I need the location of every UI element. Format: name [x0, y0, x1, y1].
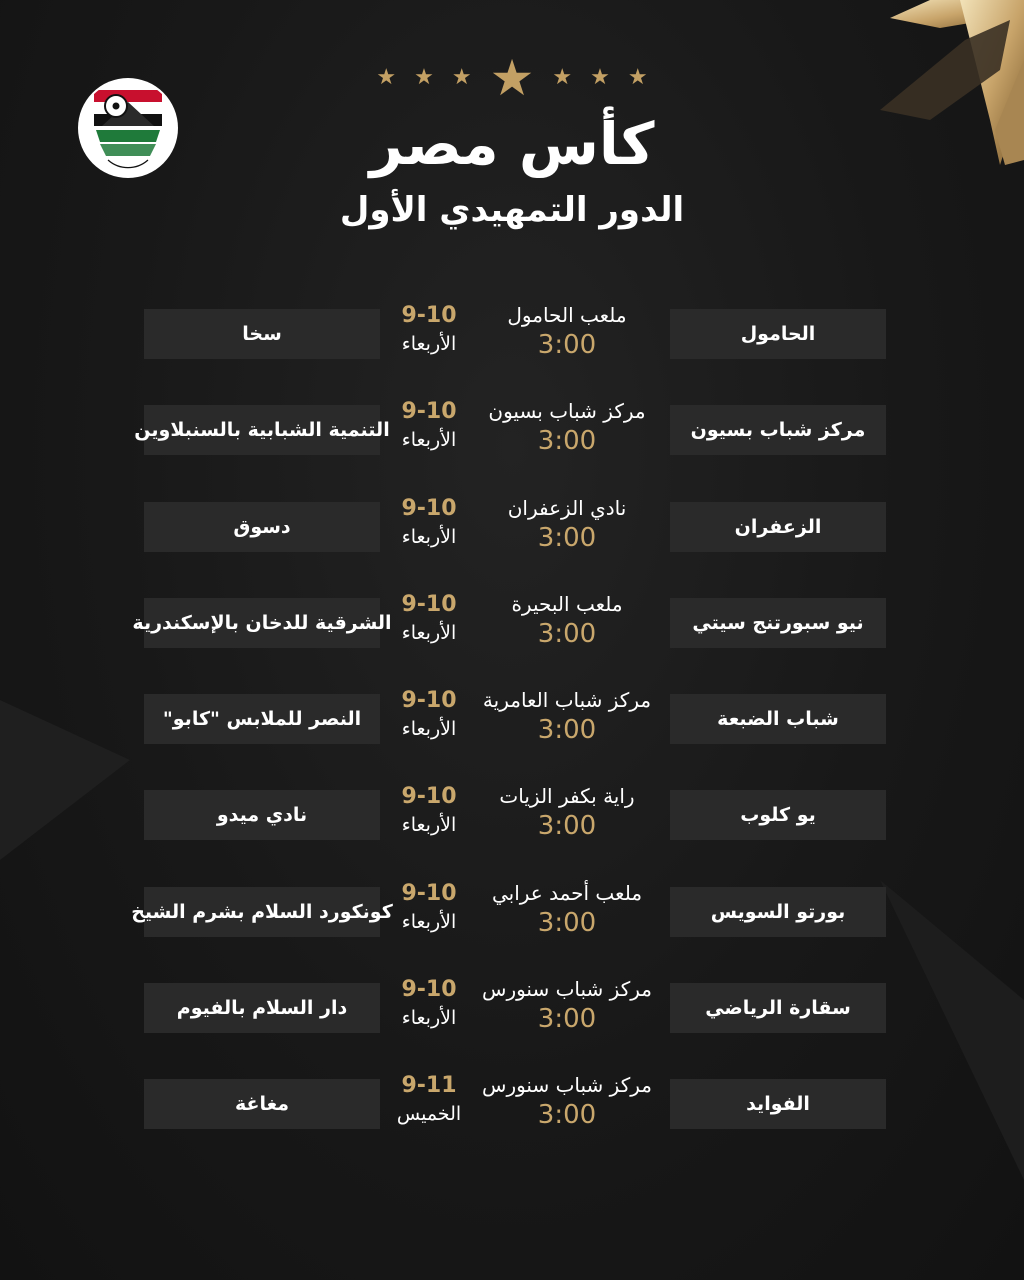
away-team: مغاغة [144, 1079, 380, 1129]
venue: مركز شباب بسيون [488, 399, 646, 423]
star-icon: ★ [590, 65, 610, 90]
match-date: 9-10 [401, 977, 457, 1002]
home-team: يو كلوب [670, 790, 886, 840]
venue: ملعب أحمد عرابي [491, 881, 643, 905]
away-team: كونكورد السلام بشرم الشيخ [144, 887, 380, 937]
match-day: الأربعاء [401, 814, 457, 836]
venue: راية بكفر الزيات [499, 784, 635, 808]
kickoff-time: 3:00 [537, 908, 597, 938]
star-icon: ★ [627, 65, 648, 90]
page-subtitle: الدور التمهيدي الأول [339, 190, 685, 230]
match-day: الأربعاء [401, 911, 457, 933]
match-row [0, 784, 1024, 844]
page-title: كأس مصر [369, 110, 655, 178]
match-row [0, 688, 1024, 748]
venue: مركز شباب سنورس [482, 977, 652, 1001]
home-team: شباب الضبعة [670, 694, 886, 744]
star-icon: ★ [552, 65, 573, 90]
stars-row [0, 49, 1024, 107]
kickoff-time: 3:00 [537, 330, 597, 360]
home-team: الفوايد [670, 1079, 886, 1129]
match-row [0, 977, 1024, 1037]
away-team: سخا [144, 309, 380, 359]
venue: نادي الزعفران [507, 496, 627, 520]
match-row [0, 303, 1024, 363]
star-icon: ★ [451, 65, 472, 90]
match-row [0, 881, 1024, 941]
home-team: الزعفران [670, 502, 886, 552]
home-team: الحامول [670, 309, 886, 359]
match-row [0, 592, 1024, 652]
match-date: 9-10 [401, 784, 457, 809]
match-date: 9-10 [401, 303, 457, 328]
home-team: مركز شباب بسيون [670, 405, 886, 455]
match-day: الأربعاء [401, 718, 457, 740]
match-date: 9-10 [401, 399, 457, 424]
match-day: الأربعاء [401, 333, 457, 355]
away-team: الشرقية للدخان بالإسكندرية [144, 598, 380, 648]
home-team: سقارة الرياضي [670, 983, 886, 1033]
kickoff-time: 3:00 [537, 811, 597, 841]
star-icon: ★ [376, 65, 397, 90]
match-row [0, 399, 1024, 459]
match-day: الخميس [396, 1103, 462, 1125]
kickoff-time: 3:00 [537, 715, 597, 745]
kickoff-time: 3:00 [537, 523, 597, 553]
away-team: التنمية الشبابية بالسنبلاوين [144, 405, 380, 455]
home-team: نيو سبورتنج سيتي [670, 598, 886, 648]
star-icon: ★ [489, 49, 535, 107]
kickoff-time: 3:00 [537, 1004, 597, 1034]
venue: مركز شباب العامرية [482, 688, 652, 712]
match-date: 9-10 [401, 688, 457, 713]
kickoff-time: 3:00 [537, 1100, 597, 1130]
match-day: الأربعاء [401, 1007, 457, 1029]
match-day: الأربعاء [401, 622, 457, 644]
venue: ملعب الحامول [507, 303, 627, 327]
match-day: الأربعاء [401, 429, 457, 451]
kickoff-time: 3:00 [537, 619, 597, 649]
match-date: 9-11 [401, 1073, 457, 1098]
match-date: 9-10 [401, 592, 457, 617]
venue: مركز شباب سنورس [482, 1073, 652, 1097]
away-team: نادي ميدو [144, 790, 380, 840]
star-icon: ★ [414, 65, 434, 90]
away-team: دار السلام بالفيوم [144, 983, 380, 1033]
kickoff-time: 3:00 [537, 426, 597, 456]
match-row [0, 496, 1024, 556]
match-date: 9-10 [401, 496, 457, 521]
match-date: 9-10 [401, 881, 457, 906]
home-team: بورتو السويس [670, 887, 886, 937]
away-team: دسوق [144, 502, 380, 552]
away-team: النصر للملابس "كابو" [144, 694, 380, 744]
venue: ملعب البحيرة [511, 592, 623, 616]
match-row [0, 1073, 1024, 1133]
match-day: الأربعاء [401, 526, 457, 548]
